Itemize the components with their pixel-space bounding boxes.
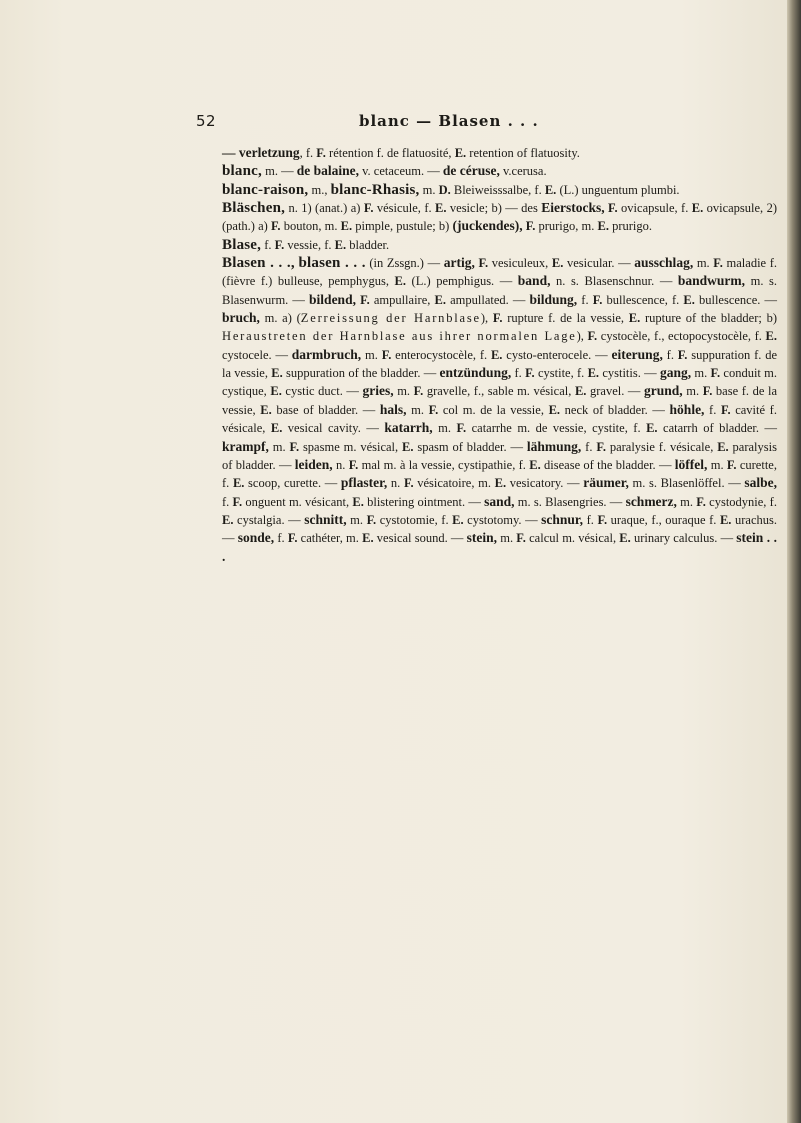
entry-text: urinary calculus. — xyxy=(630,531,737,546)
spaced-gloss: Heraustreten der Harnblase aus ihrer normalen Lage xyxy=(222,329,577,344)
entry-text: f. xyxy=(581,439,597,454)
sub-headword: bildend, xyxy=(309,291,356,307)
sub-headword: artig, xyxy=(443,255,475,271)
language-marker: F. xyxy=(492,311,503,326)
entry-text: m., xyxy=(308,182,331,197)
language-marker: F. xyxy=(726,457,737,472)
entry-text: v. cetaceum. — xyxy=(358,164,443,179)
language-marker: E. xyxy=(334,237,347,252)
dictionary-entry xyxy=(222,199,777,236)
language-marker: E. xyxy=(271,366,283,381)
language-marker: E. xyxy=(628,311,641,326)
language-marker: F. xyxy=(270,219,281,234)
entry-text: suppuration of the bladder. — xyxy=(282,366,440,381)
language-marker: E. xyxy=(435,201,447,216)
entry-text: vesicatory. — xyxy=(506,476,584,491)
language-marker: F. xyxy=(608,201,618,216)
language-marker: F. xyxy=(232,494,243,509)
sub-headword: schnitt, xyxy=(304,511,347,527)
sub-headword: katarrh, xyxy=(384,420,433,436)
language-marker: E. xyxy=(717,439,729,454)
sub-headword: de balaine, xyxy=(296,163,359,179)
entry-text: f. xyxy=(222,494,233,509)
entry-text: cystotomie, f. xyxy=(376,512,453,527)
entry-text: ovicapsule, f. xyxy=(617,201,692,216)
entry-text: disease of the bladder. — xyxy=(540,457,675,472)
language-marker: E. xyxy=(454,146,467,160)
entry-text: m. xyxy=(693,256,714,271)
headword: blasen . . . xyxy=(298,255,366,272)
sub-headword: sand, xyxy=(484,493,515,509)
language-marker: E. xyxy=(548,402,561,417)
entry-text: urachus. — xyxy=(222,512,777,546)
entry-text: catarrh of bladder. — xyxy=(657,421,777,436)
language-marker: E. xyxy=(394,274,406,289)
language-marker: F. xyxy=(403,476,414,491)
entry-text: blistering ointment. — xyxy=(363,494,485,509)
language-marker: F. xyxy=(720,402,731,417)
language-marker: F. xyxy=(525,219,536,234)
language-marker: E. xyxy=(490,347,503,362)
headword: Bläschen, xyxy=(222,200,286,217)
entry-text: vesical cavity. — xyxy=(282,421,385,436)
dictionary-entry xyxy=(222,236,777,254)
entry-text: calcul m. vésical, xyxy=(525,531,620,546)
language-marker: E. xyxy=(551,256,564,271)
language-marker: F. xyxy=(428,402,439,417)
sub-headword: schnur, xyxy=(541,511,584,527)
entry-text: f. xyxy=(274,531,288,546)
language-marker: D. xyxy=(438,182,451,197)
headword: blanc-Rhasis, xyxy=(330,181,420,198)
language-marker: F. xyxy=(677,347,688,362)
entry-text: m. — xyxy=(261,164,297,179)
entry-text: m. xyxy=(707,457,727,472)
entry-text: vessie, f. xyxy=(284,237,335,252)
sub-headword: sonde, xyxy=(237,530,275,546)
entry-text: cystocèle, f., ectopocystocèle, f. xyxy=(597,329,766,344)
entry-text: bouton, m. xyxy=(280,219,341,234)
entry-text: m. xyxy=(393,384,414,399)
sub-headword: darmbruch, xyxy=(291,346,362,362)
language-marker: F. xyxy=(592,292,603,307)
entry-text: vesiculeux, xyxy=(488,256,552,271)
language-marker: E. xyxy=(597,219,609,234)
dictionary-entries xyxy=(222,144,777,566)
entry-text: f. xyxy=(577,292,593,307)
language-marker: F. xyxy=(289,439,300,454)
sub-headword: bildung, xyxy=(529,291,578,307)
entry-text: vésicule, f. xyxy=(373,201,436,216)
language-marker: E. xyxy=(402,439,414,454)
entry-text: vesical sound. — xyxy=(373,531,467,546)
entry-text: cystic duct. — xyxy=(281,384,363,399)
entry-text: m. xyxy=(682,384,703,399)
entry-text: , f. xyxy=(299,146,317,160)
entry-text: cystocele. — xyxy=(222,347,292,362)
language-marker: F. xyxy=(596,439,606,454)
sub-headword: entzündung, xyxy=(439,365,512,381)
entry-text: m. s. Blasengries. — xyxy=(514,494,626,509)
entry-text: base f. de la vessie, xyxy=(222,384,777,417)
entry-text: m. xyxy=(432,421,457,436)
entry-text: f. xyxy=(662,347,678,362)
entry-text: ovicapsule, 2) (path.) a) xyxy=(222,201,777,234)
entry-text: prurigo. xyxy=(608,219,653,234)
entry-text: f. xyxy=(704,402,721,417)
sub-headword: leiden, xyxy=(294,456,333,472)
sub-headword: Eierstocks, xyxy=(541,200,605,216)
entry-text: m. s. Blasenlöffel. — xyxy=(628,476,745,491)
language-marker: E. xyxy=(340,219,353,234)
sub-headword: de céruse, xyxy=(442,163,500,179)
entry-text: m. xyxy=(346,512,367,527)
headword: blanc, xyxy=(222,163,262,180)
entry-text: ampullated. — xyxy=(445,292,530,307)
sub-headword: bandwurm, xyxy=(677,273,746,289)
entry-text: retention of flatuosity. xyxy=(466,146,580,160)
language-marker: E. xyxy=(222,512,234,527)
running-head: blanc — Blasen . . . xyxy=(359,112,539,130)
entry-text: ), xyxy=(480,311,493,326)
entry-text: neck of bladder. — xyxy=(560,402,670,417)
sub-headword: lähmung, xyxy=(526,438,582,454)
entry-text: cystodynie, f. xyxy=(705,494,777,509)
entry-text: rupture of the bladder; b) xyxy=(640,311,777,326)
entry-text: gravel. — xyxy=(586,384,645,399)
sub-headword: ausschlag, xyxy=(634,255,694,271)
entry-text: curette, f. xyxy=(222,457,777,491)
language-marker: F. xyxy=(316,146,326,160)
entry-text: m. xyxy=(691,366,711,381)
language-marker: F. xyxy=(413,384,424,399)
language-marker: F. xyxy=(710,366,721,381)
sub-headword: höhle, xyxy=(669,401,705,417)
entry-text: paralysis of bladder. — xyxy=(222,439,777,472)
entry-text: n. xyxy=(332,457,349,472)
language-marker: F. xyxy=(366,512,377,527)
entry-text: m. xyxy=(676,494,697,509)
entry-text: cystotomy. — xyxy=(463,512,542,527)
language-marker: E. xyxy=(544,182,557,197)
language-marker: E. xyxy=(434,292,446,307)
sub-headword: (juckendes), xyxy=(452,218,523,234)
page-number: 52 xyxy=(196,112,217,130)
language-marker: F. xyxy=(456,421,467,436)
language-marker: E. xyxy=(529,457,541,472)
headword: Blase, xyxy=(222,236,262,253)
entry-text: spasm of bladder. — xyxy=(413,439,527,454)
entry-text: m. xyxy=(268,439,290,454)
entry-text: m. xyxy=(419,182,439,197)
sub-headword: — verletzung xyxy=(222,145,300,160)
entry-text: vesicular. — xyxy=(563,256,635,271)
sub-headword: krampf, xyxy=(222,438,269,454)
language-marker: F. xyxy=(597,512,608,527)
entry-text: f. xyxy=(511,366,526,381)
entry-text: catarrhe m. de vessie, cystite, f. xyxy=(466,421,647,436)
sub-headword: band, xyxy=(517,273,551,289)
entry-text: n. xyxy=(387,476,404,491)
sub-headword: pflaster, xyxy=(340,475,388,491)
entry-text: vesicle; b) — des xyxy=(446,201,542,216)
sub-headword: hals, xyxy=(379,401,407,417)
sub-headword: bruch, xyxy=(222,310,260,326)
entry-text: v.cerusa. xyxy=(499,164,547,179)
entry-text: (L.) unguentum plumbi. xyxy=(556,182,680,197)
language-marker: F. xyxy=(702,384,713,399)
language-marker: F. xyxy=(696,494,706,509)
entry-text: f. xyxy=(261,237,275,252)
language-marker: E. xyxy=(587,366,600,381)
dictionary-entry xyxy=(222,144,777,162)
language-marker: F. xyxy=(274,237,285,252)
entry-text: onguent m. vésicant, xyxy=(242,494,353,509)
language-marker: E. xyxy=(765,329,777,344)
entry-text: cavité f. vésicale, xyxy=(222,402,777,436)
book-spine-edge xyxy=(787,0,801,1123)
sub-headword: stein, xyxy=(466,530,498,546)
sub-headword: salbe, xyxy=(744,475,778,491)
dictionary-entry xyxy=(222,254,777,566)
entry-text: cysto-enterocele. — xyxy=(502,347,612,362)
entry-text: n. s. Blasenschnur. — xyxy=(550,274,678,289)
entry-text: ampullaire, xyxy=(369,292,435,307)
sub-headword: grund, xyxy=(644,383,683,399)
language-marker: E. xyxy=(232,476,245,491)
entry-text: (in Zssgn.) — xyxy=(365,256,444,271)
entry-text: f. xyxy=(583,512,598,527)
entry-text: rupture f. de la vessie, xyxy=(502,311,629,326)
sub-headword: räumer, xyxy=(583,475,629,491)
entry-text: rétention f. de flatuosité, xyxy=(325,146,455,160)
entry-text: col m. de la vessie, xyxy=(438,402,549,417)
sub-headword: löffel, xyxy=(674,456,708,472)
language-marker: E. xyxy=(260,402,272,417)
entry-text: m. xyxy=(406,402,429,417)
entry-text: m. a) ( xyxy=(259,311,301,326)
entry-text: cathéter, m. xyxy=(297,531,363,546)
entry-text: cystite, f. xyxy=(534,366,588,381)
language-marker: E. xyxy=(270,384,282,399)
entry-text: bladder. xyxy=(346,237,390,252)
entry-text: gravelle, f., sable m. vésical, xyxy=(423,384,575,399)
language-marker: E. xyxy=(619,531,631,546)
entry-text: m. xyxy=(497,531,517,546)
sub-headword: gang, xyxy=(659,365,692,381)
language-marker: E. xyxy=(683,292,695,307)
language-marker: F. xyxy=(525,366,535,381)
sub-headword: schmerz, xyxy=(625,493,677,509)
language-marker: E. xyxy=(691,201,704,216)
sub-headword: stein . . . xyxy=(222,530,777,564)
entry-text: cystalgia. — xyxy=(233,512,305,527)
language-marker: F. xyxy=(587,329,598,344)
entry-text: spasme m. vésical, xyxy=(299,439,403,454)
entry-text: base of bladder. — xyxy=(271,402,380,417)
entry-text: m. xyxy=(361,347,382,362)
entry-text: enterocystocèle, f. xyxy=(391,347,491,362)
entry-text: conduit m. cystique, xyxy=(222,366,778,399)
language-marker: E. xyxy=(270,421,283,436)
entry-text: maladie f. (fièvre f.) bulleuse, pemphygus, xyxy=(222,256,778,289)
language-marker: F. xyxy=(348,457,359,472)
dictionary-entry xyxy=(222,162,777,180)
page-header xyxy=(0,112,801,136)
entry-text: n. 1) (anat.) a) xyxy=(285,201,364,216)
entry-text: mal m. à la vessie, cystipathie, f. xyxy=(358,457,530,472)
entry-text: Bleiweisssalbe, f. xyxy=(450,182,545,197)
entry-text: m. s. Blasenwurm. — xyxy=(222,274,777,307)
sub-headword: gries, xyxy=(362,383,394,399)
headword: Blasen . . ., xyxy=(222,255,295,272)
language-marker: E. xyxy=(719,512,732,527)
entry-text: (L.) pemphigus. — xyxy=(406,274,518,289)
language-marker: F. xyxy=(363,201,374,216)
entry-text: prurigo, m. xyxy=(535,219,598,234)
entry-text: cystitis. — xyxy=(599,366,660,381)
spaced-gloss: Zerreissung der Harnblase xyxy=(300,311,481,326)
language-marker: E. xyxy=(352,494,364,509)
entry-text: bullescence, f. xyxy=(602,292,684,307)
dictionary-entry xyxy=(222,181,777,199)
language-marker: E. xyxy=(494,476,507,491)
language-marker: F. xyxy=(287,531,298,546)
language-marker: F. xyxy=(381,347,392,362)
language-marker: E. xyxy=(452,512,464,527)
entry-text: vésicatoire, m. xyxy=(413,476,495,491)
language-marker: F. xyxy=(478,256,489,271)
language-marker: E. xyxy=(646,421,658,436)
entry-text: uraque, f., ouraque f. xyxy=(607,512,720,527)
entry-text: suppuration f. de la vessie, xyxy=(222,347,777,381)
entry-text: scoop, curette. — xyxy=(244,476,341,491)
language-marker: F. xyxy=(713,256,723,271)
language-marker: F. xyxy=(360,292,370,307)
entry-text: paralysie f. vésicale, xyxy=(605,439,718,454)
entry-text: ), xyxy=(576,329,588,344)
headword: blanc-raison, xyxy=(222,181,309,198)
language-marker: E. xyxy=(362,531,374,546)
language-marker: E. xyxy=(574,384,587,399)
language-marker: F. xyxy=(516,531,526,546)
sub-headword: eiterung, xyxy=(611,346,663,362)
entry-text: pimple, pustule; b) xyxy=(352,219,453,234)
entry-text: bullescence. — xyxy=(694,292,778,307)
